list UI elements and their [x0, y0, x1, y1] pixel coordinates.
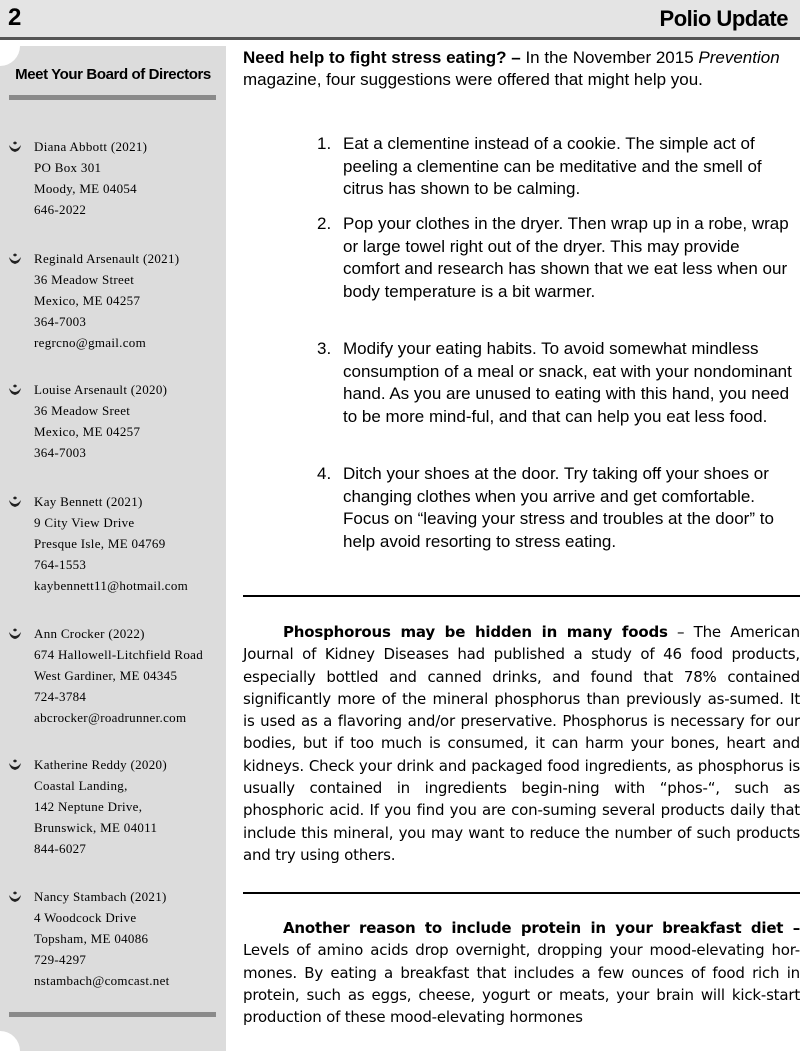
- member-name: Ann Crocker (2022): [34, 626, 145, 641]
- member-name: Katherine Reddy (2020): [34, 757, 167, 772]
- member-details: [34, 886, 224, 991]
- page-number: 2: [8, 4, 22, 31]
- member-detail-line: West Gardiner, ME 04345: [34, 668, 178, 683]
- protein-heading: Another reason to include protein in your breakfast diet –: [283, 919, 800, 937]
- magazine-name: Prevention: [698, 48, 780, 67]
- member-name: Kay Bennett (2021): [34, 494, 143, 509]
- member-detail-line: Moody, ME 04054: [34, 181, 137, 196]
- member-detail-line: 36 Meadow Sreet: [34, 403, 131, 418]
- leaf-bullet-icon: [8, 889, 22, 903]
- member-details: [34, 623, 224, 728]
- member-detail-line: Topsham, ME 04086: [34, 931, 149, 946]
- member-detail-line: 142 Neptune Drive,: [34, 799, 143, 814]
- member-detail-line: 674 Hallowell-Litchfield Road: [34, 647, 203, 662]
- member-detail-line: 646-2022: [34, 202, 87, 217]
- member-details: [34, 379, 224, 463]
- member-detail-line: 364-7003: [34, 314, 87, 329]
- member-detail-line: 9 City View Drive: [34, 515, 135, 530]
- member-detail-line: 844-6027: [34, 841, 87, 856]
- member-detail-line: 729-4297: [34, 952, 87, 967]
- member-name: Nancy Stambach (2021): [34, 889, 167, 904]
- member-detail-line: Coastal Landing,: [34, 778, 128, 793]
- member-name: Louise Arsenault (2020): [34, 382, 168, 397]
- member-detail-line: 364-7003: [34, 445, 87, 460]
- member-detail-line: 724-3784: [34, 689, 87, 704]
- member-detail-line: nstambach@comcast.net: [34, 973, 170, 988]
- member-name: Diana Abbott (2021): [34, 139, 148, 154]
- sidebar-heading: Meet Your Board of Directors: [15, 66, 211, 83]
- leaf-bullet-icon: [8, 139, 22, 153]
- member-detail-line: 4 Woodcock Drive: [34, 910, 137, 925]
- leaf-bullet-icon: [8, 251, 22, 265]
- section-divider: [243, 892, 800, 894]
- section-divider: [243, 595, 800, 597]
- page-header: [0, 0, 800, 40]
- member-detail-line: abcrocker@roadrunner.com: [34, 710, 187, 725]
- protein-article: Another reason to include protein in your breakfast diet – Levels of amino acids drop overnight, dropping your mood-elevating hor-mones. By eating a breakfast that includes a few ounces of food rich in protein, such as eggs, cheese, yogurt or meats, your brain will kick-start production of these mood-elevating hormones: [243, 919, 800, 1027]
- leaf-bullet-icon: [8, 757, 22, 771]
- stress-eating-heading: Need help to fight stress eating? –: [243, 48, 521, 67]
- member-detail-line: Presque Isle, ME 04769: [34, 536, 166, 551]
- member-detail-line: Mexico, ME 04257: [34, 424, 141, 439]
- member-details: [34, 491, 224, 596]
- stress-eating-intro: Need help to fight stress eating? – In the November 2015 Prevention magazine, four suggestions were offered that might help you.: [243, 48, 780, 89]
- member-detail-line: Brunswick, ME 04011: [34, 820, 158, 835]
- leaf-bullet-icon: [8, 494, 22, 508]
- leaf-bullet-icon: [8, 382, 22, 396]
- member-detail-line: 764-1553: [34, 557, 87, 572]
- member-details: [34, 136, 224, 220]
- member-details: [34, 248, 224, 353]
- leaf-bullet-icon: [8, 626, 22, 640]
- phosphorus-heading: Phosphorous may be hidden in many foods: [283, 623, 668, 641]
- publication-title: Polio Update: [659, 6, 788, 31]
- member-detail-line: 36 Meadow Street: [34, 272, 135, 287]
- member-details: [34, 754, 224, 859]
- member-detail-line: PO Box 301: [34, 160, 102, 175]
- phosphorus-article: Phosphorous may be hidden in many foods – The American Journal of Kidney Diseases had published a study of 46 food products, especially bottled and canned drinks, and found that 78% contained significantly more of the mineral phosphorus than previously as-sumed. It is used as a flavoring and/or preservative. Phosphorus is necessary for our bodies, but if too much is consumed, it can harm your bones, heart and kidneys. Check your drink and packaged food ingredients, as phosphorus is usually contained in ingredients begin-ning with “phos-“, such as phosphoric acid. If you find you are con-suming several products daily that include this mineral, you may want to reduce the number of such products and try using others.: [243, 623, 800, 864]
- member-detail-line: regrcno@gmail.com: [34, 335, 147, 350]
- member-name: Reginald Arsenault (2021): [34, 251, 180, 266]
- sidebar-divider: [9, 95, 216, 100]
- member-detail-line: kaybennett11@hotmail.com: [34, 578, 189, 593]
- sidebar-divider: [9, 1012, 216, 1017]
- member-detail-line: Mexico, ME 04257: [34, 293, 141, 308]
